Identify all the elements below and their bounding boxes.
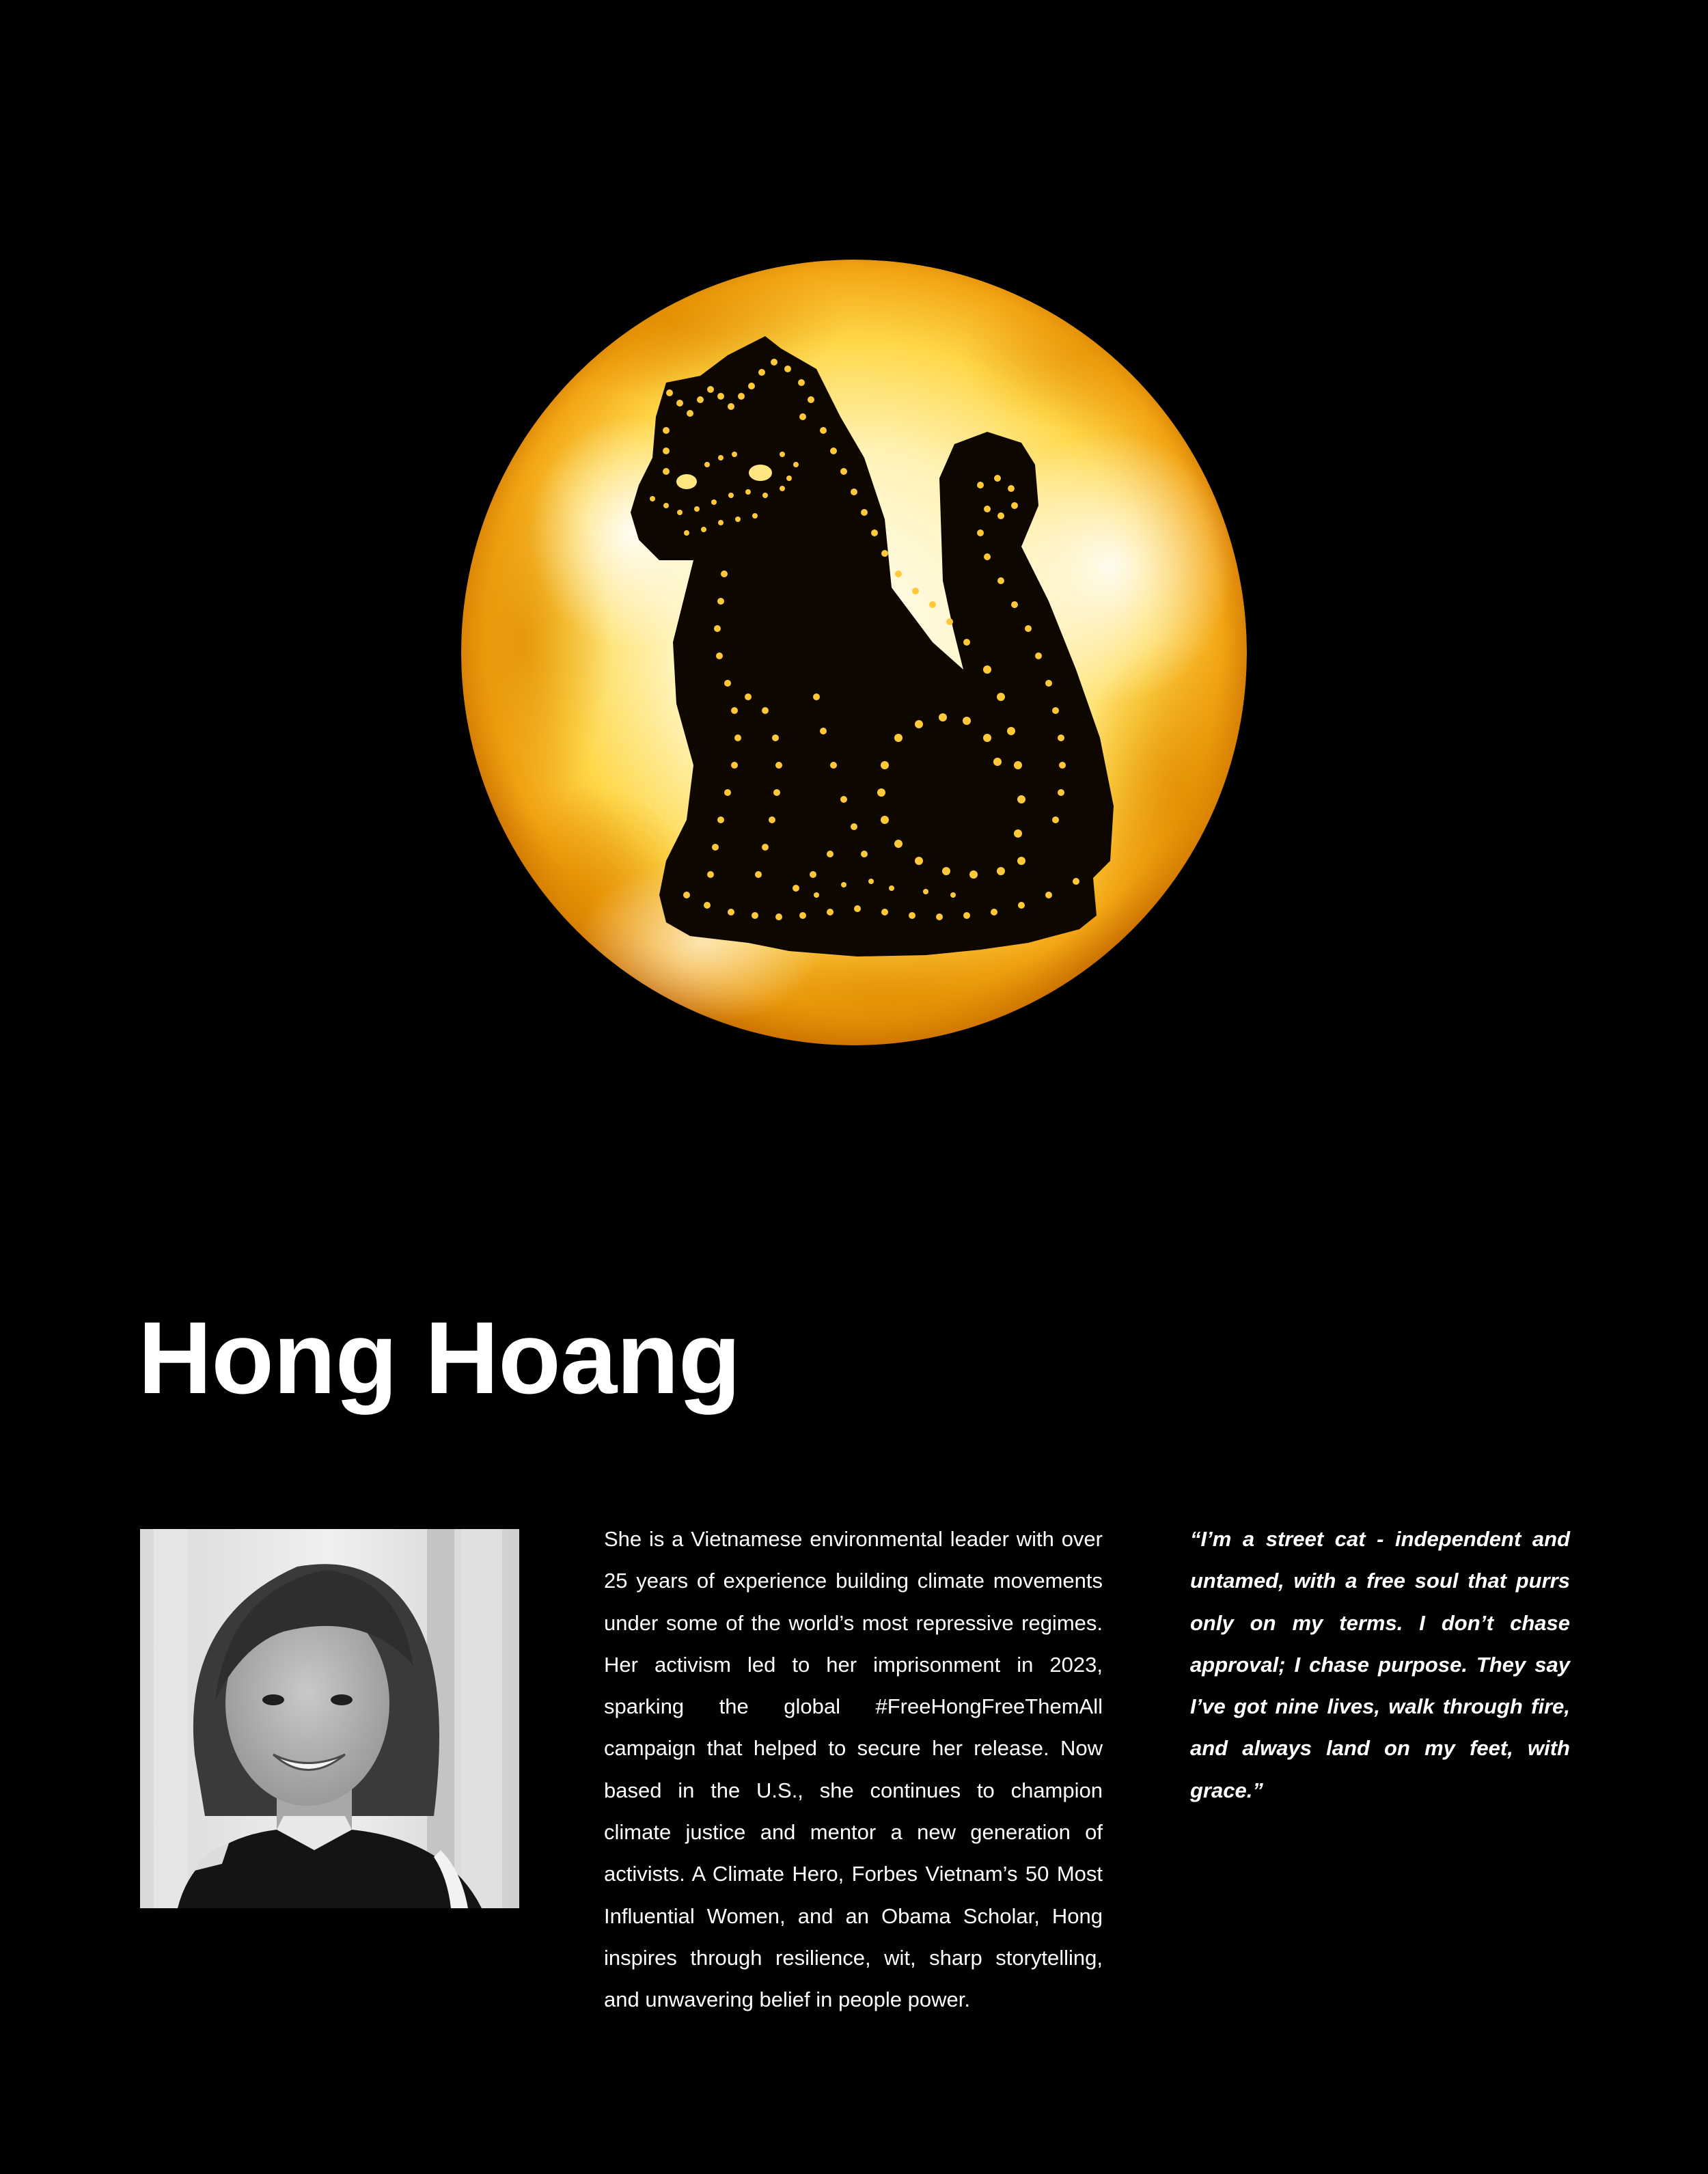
person-name: Hong Hoang — [138, 1300, 741, 1415]
hero-moon-cat-image — [461, 260, 1247, 1045]
bio-text: She is a Vietnamese environmental leader with over 25 years of experience building climate movements under some of the world’s most repressive regimes. Her activism led to her imprisonment in 2023, sparking the global #FreeHongFreeThemAll campaign that helped to secure her release. Now based in the U.S., she continues to champion climate justice and mentor a new generation of activists. A Climate Hero, Forbes Vietnam’s 50 Most Influential Women, and an Obama Scholar, Hong inspires through resilience, wit, sharp storytelling, and unwavering belief in people power. — [604, 1527, 1103, 2012]
portrait-icon — [140, 1529, 519, 1908]
quote-text: “I’m a street cat - independent and untamed, with a free soul that purrs only on my terms. I don’t chase approval; I chase purpose. They say I’ve got nine lives, walk through fire, and always land on my feet, with grace.” — [1190, 1527, 1570, 1802]
portrait-photo — [140, 1529, 519, 1908]
cat-eye-left — [676, 474, 697, 489]
moon-cat-icon — [461, 260, 1247, 1045]
cat-eye-right — [749, 465, 772, 481]
